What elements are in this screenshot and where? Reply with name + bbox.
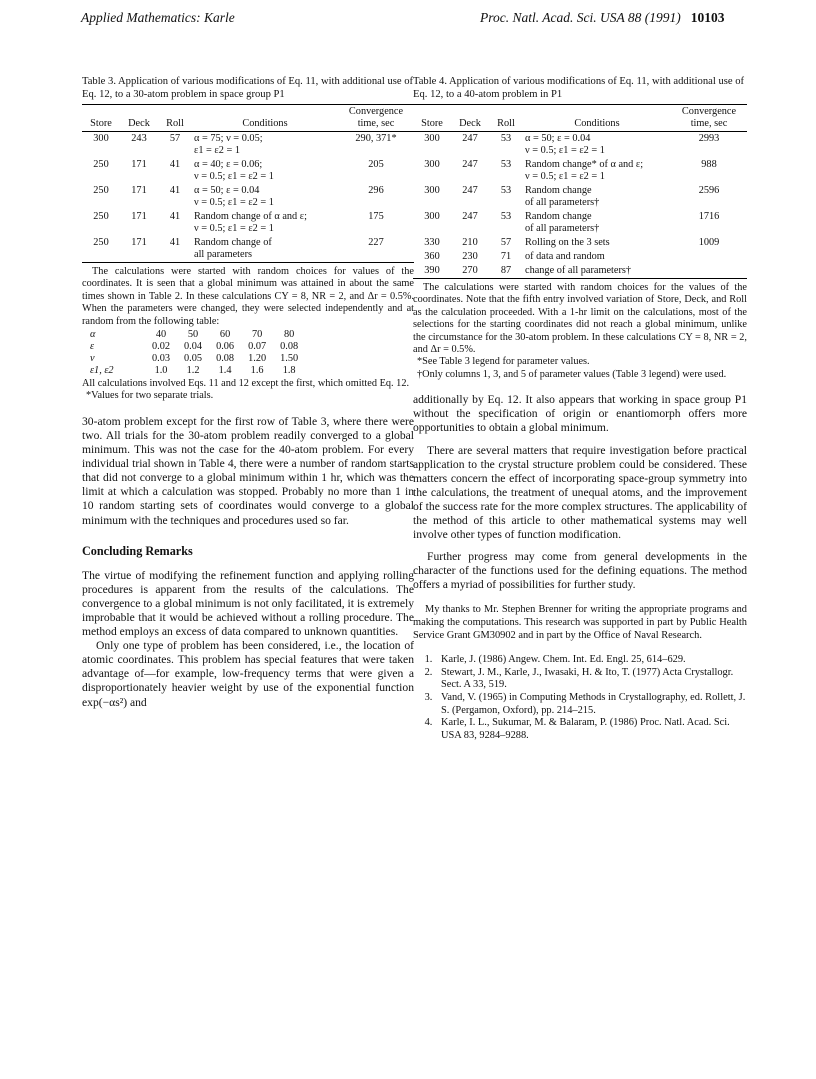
cell-conditions: α = 75; ν = 0.05; ε1 = ε2 = 1 [194, 133, 263, 156]
table-row [82, 184, 414, 210]
param-value: 40 [155, 329, 167, 341]
table-row [82, 236, 414, 263]
param-row [90, 329, 305, 341]
reference-item: 3. Vand, V. (1965) in Computing Methods in Crystallography, ed. Rollett, J. S. (Pergamon, Oxford), pp. 214–215. [435, 692, 747, 717]
cell-deck: 243 [131, 133, 147, 144]
cell-store: 300 [424, 133, 440, 144]
param-value: 1.4 [218, 365, 232, 377]
cell-time: 2993 [698, 133, 720, 144]
cell-roll: 57 [169, 133, 181, 144]
cell-time: 205 [368, 159, 384, 170]
param-value: 70 [251, 329, 263, 341]
param-value: 1.6 [250, 365, 264, 377]
cell-store: 250 [93, 185, 109, 196]
reference-item: 2. Stewart, J. M., Karle, J., Iwasaki, H. & Ito, T. (1977) Acta Crystallogr. Sect. A 33, 519. [435, 667, 747, 692]
cell-store: 360 [424, 251, 440, 262]
cell-store: 300 [424, 185, 440, 196]
table-row [413, 132, 747, 159]
param-value: 80 [283, 329, 295, 341]
cell-roll: 53 [500, 159, 512, 170]
paragraph: Further progress may come from general developments in the character of the functions used for the defining equations. The method offers a myriad of possibilities for further study. [413, 550, 747, 592]
cell-conditions: Random change of all parameters [194, 237, 272, 260]
cell-conditions: α = 40; ε = 0.06; ν = 0.5; ε1 = ε2 = 1 [194, 159, 274, 182]
cell-time [671, 250, 747, 264]
table4-note: The calculations were started with random choices for the values of the coordinates. Note that the fifth entry involved variation of Store, Deck, and Roll as the calculation proceeded. With a 1-hr limit on the calculations, most of the selections for the starting coordinates did not reach a global minimum, unlike the circumstance for the 30-atom problem. In these calculations CY = 8, NR = 2, and Δr = 0.5%. [413, 282, 747, 356]
paragraph: additionally by Eq. 12. It also appears that working in space group P1 without the specification of origin or enantiomorph offers more opportunities to obtain a global minimum. [413, 393, 747, 435]
table-row [82, 158, 414, 184]
cell-roll: 87 [500, 265, 512, 276]
cell-deck: 270 [462, 265, 478, 276]
param-value: 0.07 [248, 341, 267, 353]
cell-time [671, 264, 747, 279]
cell-roll: 41 [169, 211, 181, 222]
cell-time: 2596 [698, 185, 720, 196]
cell-deck: 247 [462, 185, 478, 196]
cell-conditions: Random change of all parameters† [525, 211, 600, 234]
table3-caption: Table 3. Application of various modifications of Eq. 11, with additional use of Eq. 12, to a 30-atom problem in space group P1 [82, 76, 414, 100]
cell-conditions: Random change of all parameters† [525, 185, 600, 208]
param-value: 0.05 [184, 353, 203, 365]
cell-store: 250 [93, 237, 109, 248]
cell-deck: 171 [131, 159, 147, 170]
cell-store: 300 [424, 211, 440, 222]
cell-conditions: Random change of α and ε; ν = 0.5; ε1 = ε2 = 1 [194, 211, 307, 234]
journal-citation: Proc. Natl. Acad. Sci. USA 88 (1991) [480, 10, 681, 25]
cell-deck: 171 [131, 211, 147, 222]
param-value: 0.03 [152, 353, 171, 365]
cell-deck: 247 [462, 133, 478, 144]
cell-deck: 171 [131, 237, 147, 248]
table4-header-store: Store [413, 105, 451, 132]
references-list [413, 654, 747, 742]
table-row [413, 236, 747, 250]
cell-deck: 247 [462, 211, 478, 222]
running-head-left: Applied Mathematics: Karle [81, 10, 235, 25]
table3-note2: All calculations involved Eqs. 11 and 12 except the first, which omitted Eq. 12. [82, 378, 410, 390]
table3-header-time: Convergence time, sec [338, 105, 414, 132]
param-label: ν [90, 353, 95, 365]
param-row [90, 365, 305, 377]
table3-note: The calculations were started with random choices for values of the coordinates. It is seen that a global minimum was attained in about the same times shown in Table 2. In these calculations CY = 8, NR = 2, and Δr = 0.5%. When the parameters were changed, they were selected independently and at random from the following table: [82, 266, 414, 327]
right-body [413, 393, 747, 592]
table-row [413, 184, 747, 210]
cell-time: 227 [368, 237, 384, 248]
param-value: 0.02 [152, 341, 171, 353]
table4 [413, 104, 747, 279]
page-number: 10103 [690, 10, 725, 25]
cell-conditions: α = 50; ε = 0.04 ν = 0.5; ε1 = ε2 = 1 [194, 185, 274, 208]
cell-store: 250 [93, 211, 109, 222]
cell-deck: 230 [462, 251, 478, 262]
paragraph: 30-atom problem except for the first row of Table 3, where there were two. All trials for the 30-atom problem readily converged to a global minimum. This was not the case for the 40-atom problem. For every individual trial shown in Table 4, there were a number of random starts that did not converge to a global minimum within 1 hr, which was the limit at which a calculation was stopped. Probably no more than 1 in 10 random starting sets of coordinates would converge to a global minimum with the techniques and procedures used so far. [82, 414, 414, 527]
paragraph: There are several matters that require investigation before practical application to the crystal structure problem could be considered. These matters concern the effect of incorporating space-group symmetry into the calculations, the treatment of unequal atoms, and the improvement of the success rate for the more complex structures. The applicability of the method of this article to other mathematical systems may well involve other types of function modification. [413, 443, 747, 542]
cell-roll: 41 [169, 237, 181, 248]
table4-body [413, 132, 747, 279]
cell-conditions: change of all parameters† [525, 265, 632, 276]
cell-deck: 171 [131, 185, 147, 196]
table3 [82, 104, 414, 263]
table4-header-conditions: Conditions [523, 105, 671, 132]
table3-header-roll: Roll [158, 105, 192, 132]
paragraph: Only one type of problem has been considered, i.e., the location of atomic coordinates. This problem has special features that were taken advantage of—for example, low-frequency terms that were given a disproportionately heavier weight by use of the exponential function exp(−αs²) and [82, 639, 414, 709]
param-value: 0.08 [280, 341, 299, 353]
cell-time: 175 [368, 211, 384, 222]
cell-conditions: α = 50; ε = 0.04 ν = 0.5; ε1 = ε2 = 1 [525, 133, 605, 156]
table-row [413, 210, 747, 236]
param-value: 0.06 [216, 341, 235, 353]
cell-time: 1009 [698, 237, 720, 248]
table4-header-deck: Deck [451, 105, 489, 132]
param-value: 1.2 [186, 365, 200, 377]
table3-header-store: Store [82, 105, 120, 132]
cell-time: 290, 371* [355, 133, 397, 144]
parameter-table [90, 329, 305, 377]
param-value: 1.20 [248, 353, 267, 365]
table-row [82, 132, 414, 159]
param-row [90, 341, 305, 353]
cell-roll: 53 [500, 133, 512, 144]
param-label: ε [90, 341, 95, 353]
param-value: 0.08 [216, 353, 235, 365]
cell-store: 300 [424, 159, 440, 170]
right-column [413, 75, 747, 742]
cell-store: 390 [424, 265, 440, 276]
table-row [413, 250, 747, 264]
table-row [82, 210, 414, 236]
param-value: 1.0 [154, 365, 168, 377]
cell-conditions: Random change* of α and ε; ν = 0.5; ε1 = ε2 = 1 [525, 159, 644, 182]
param-value: 0.04 [184, 341, 203, 353]
cell-time: 988 [701, 159, 717, 170]
table3-header-deck: Deck [120, 105, 158, 132]
cell-roll: 57 [500, 237, 512, 248]
section-heading: Concluding Remarks [82, 543, 193, 558]
table4-header-roll: Roll [489, 105, 523, 132]
table4-footnote-1: *See Table 3 legend for parameter values. [417, 356, 590, 368]
left-column [82, 75, 414, 710]
running-head-right [480, 10, 724, 26]
param-label: α [90, 329, 96, 341]
table3-body [82, 132, 414, 263]
cell-store: 250 [93, 159, 109, 170]
param-value: 50 [187, 329, 199, 341]
cell-deck: 247 [462, 159, 478, 170]
table-row [413, 158, 747, 184]
cell-roll: 41 [169, 185, 181, 196]
cell-time: 1716 [698, 211, 720, 222]
left-body [82, 415, 414, 710]
cell-deck: 210 [462, 237, 478, 248]
param-row [90, 353, 305, 365]
cell-time: 296 [368, 185, 384, 196]
cell-conditions: of data and random [525, 251, 605, 262]
cell-store: 330 [424, 237, 440, 248]
cell-roll: 53 [500, 211, 512, 222]
reference-item: 4. Karle, I. L., Sukumar, M. & Balaram, P. (1986) Proc. Natl. Acad. Sci. USA 83, 9284–9288. [435, 717, 747, 742]
param-value: 1.50 [280, 353, 299, 365]
table4-footnote-2: †Only columns 1, 3, and 5 of parameter values (Table 3 legend) were used. [417, 368, 727, 380]
table-row [413, 264, 747, 279]
acknowledgments: My thanks to Mr. Stephen Brenner for writing the appropriate programs and making the computations. This research was supported in part by Public Health Service Grant GM30902 and in part by the Office of Naval Research. [413, 604, 747, 641]
table4-caption: Table 4. Application of various modifications of Eq. 11, with additional use of Eq. 12, to a 40-atom problem in P1 [413, 76, 745, 100]
paragraph: The virtue of modifying the refinement function and applying rolling procedures is apparent from the results of the calculations. The convergence to a global minimum is not only facilitated, it is extremely improbable that it would be achieved without a rolling procedure. The method employs an excess of data compared to unknown quantities. [82, 568, 414, 639]
table4-header-time: Convergence time, sec [671, 105, 747, 132]
table3-header-conditions: Conditions [192, 105, 338, 132]
cell-roll: 53 [500, 185, 512, 196]
cell-conditions: Rolling on the 3 sets [525, 237, 610, 248]
reference-item: 1. Karle, J. (1986) Angew. Chem. Int. Ed. Engl. 25, 614–629. [435, 654, 747, 667]
cell-store: 300 [93, 133, 109, 144]
cell-roll: 71 [500, 251, 512, 262]
cell-roll: 41 [169, 159, 181, 170]
param-label: ε1, ε2 [90, 365, 114, 377]
param-value: 60 [219, 329, 231, 341]
table3-footnote: *Values for two separate trials. [86, 390, 214, 402]
param-value: 1.8 [282, 365, 296, 377]
